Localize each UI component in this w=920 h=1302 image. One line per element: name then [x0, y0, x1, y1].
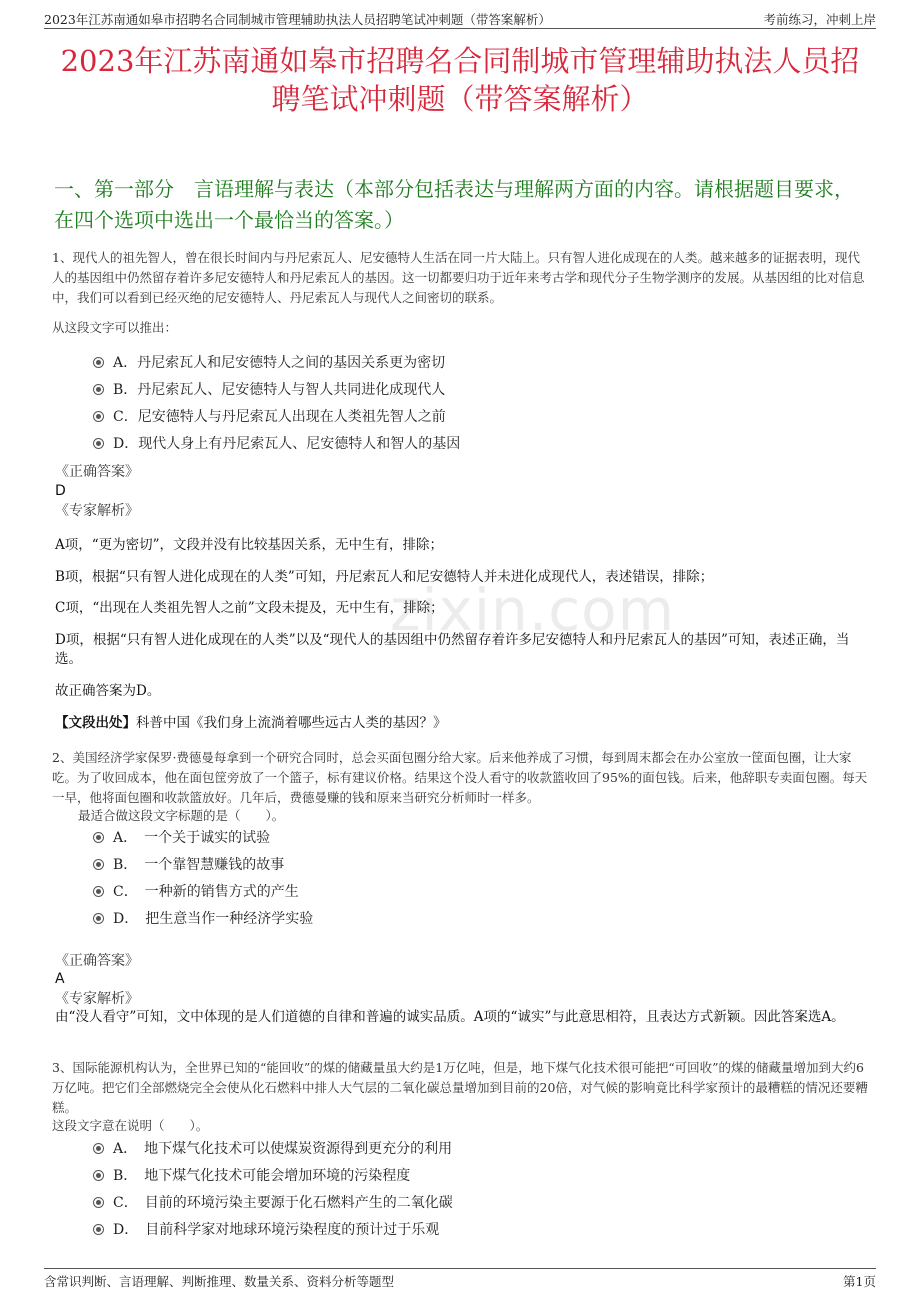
- q1-analysis-d: D项，根据“只有智人进化成现在的人类”以及“现代人的基因组中仍然留存着许多尼安德特人和丹尼索瓦人的基因”可知，表述正确，当选。: [55, 632, 850, 667]
- radio-icon[interactable]: [93, 1197, 104, 1208]
- option-label: A． 一个关于诚实的试验: [113, 830, 271, 846]
- q1-option-d[interactable]: [93, 434, 460, 454]
- q3-option-d[interactable]: [93, 1220, 439, 1240]
- option-label: B． 地下煤气化技术可能会增加环境的污染程度: [113, 1168, 411, 1184]
- q1-analysis-label: 《专家解析》: [55, 503, 139, 519]
- radio-icon[interactable]: [93, 859, 104, 870]
- option-label: D． 目前科学家对地球环境污染程度的预计过于乐观: [113, 1222, 440, 1238]
- radio-icon[interactable]: [93, 357, 104, 368]
- question-3-stem: 这段文字意在说明（ ）。: [52, 1118, 209, 1133]
- option-label: C． 一种新的销售方式的产生: [113, 884, 299, 900]
- question-1-stem: 从这段文字可以推出：: [52, 320, 178, 335]
- option-label: B．丹尼索瓦人、尼安德特人与智人共同进化成现代人: [113, 382, 446, 398]
- page-footer: [44, 1268, 876, 1289]
- source-label: 【文段出处】: [55, 715, 136, 731]
- q1-option-a[interactable]: [93, 353, 445, 373]
- option-label: C． 目前的环境污染主要源于化石燃料产生的二氧化碳: [113, 1195, 453, 1211]
- q1-option-c[interactable]: [93, 407, 446, 427]
- footer-topics: 含常识判断、言语理解、判断推理、数量关系、资料分析等题型: [44, 1274, 395, 1289]
- q2-option-a[interactable]: [93, 828, 270, 848]
- source-text: 科普中国《我们身上流淌着哪些远古人类的基因？》: [136, 715, 447, 731]
- question-1-text: 1、现代人的祖先智人，曾在很长时间内与丹尼索瓦人、尼安德特人生活在同一片大陆上。只有智人进化成现在的人类。越来越多的证据表明，现代人的基因组中仍然留存着许多尼安德特人和丹尼索瓦人的基因。这一切都要归功于近年来考古学和现代分子生物学测序的发展。从基因组的比对信息中，我们可以看到已经灭绝的尼安德特人、丹尼索瓦人与现代人之间密切的联系。: [52, 250, 865, 305]
- option-label: A． 地下煤气化技术可以使煤炭资源得到更充分的利用: [113, 1141, 453, 1157]
- option-label: B． 一个靠智慧赚钱的故事: [113, 857, 285, 873]
- q1-conclusion: 故正确答案为D。: [55, 683, 161, 699]
- q2-answer: A: [55, 971, 65, 987]
- q1-analysis-c: C项，“出现在人类祖先智人之前”文段未提及，无中生有，排除；: [55, 600, 444, 616]
- radio-icon[interactable]: [93, 411, 104, 422]
- radio-icon[interactable]: [93, 438, 104, 449]
- watermark: zixin.com: [390, 576, 676, 644]
- q1-answer-label: 《正确答案》: [55, 464, 139, 480]
- q1-analysis-b: B项，根据“只有智人进化成现在的人类”可知，丹尼索瓦人和尼安德特人并未进化成现代人，表述错误，排除；: [55, 569, 714, 585]
- radio-icon[interactable]: [93, 913, 104, 924]
- radio-icon[interactable]: [93, 832, 104, 843]
- q2-option-d[interactable]: [93, 909, 313, 929]
- option-label: D．现代人身上有丹尼索瓦人、尼安德特人和智人的基因: [113, 436, 461, 452]
- q3-option-a[interactable]: [93, 1139, 452, 1159]
- option-label: A．丹尼索瓦人和尼安德特人之间的基因关系更为密切: [113, 355, 446, 371]
- q2-option-b[interactable]: [93, 855, 284, 875]
- question-3-text: 3、国际能源机构认为，全世界已知的“能回收”的煤的储藏量虽大约是1万亿吨，但是，地下煤气化技术很可能把“可回收”的煤的储藏量增加到大约6万亿吨。把它们全部燃烧完全会使从化石燃料中排人大气层的二氧化碳总量增加到目前的20倍，对气候的影响竟比科学家预计的最糟糕的情况还要糟糕。: [52, 1060, 868, 1115]
- option-label: C．尼安德特人与丹尼索瓦人出现在人类祖先智人之前: [113, 409, 446, 425]
- option-label: D． 把生意当作一种经济学实验: [113, 911, 314, 927]
- header-title: 2023年江苏南通如皋市招聘名合同制城市管理辅助执法人员招聘笔试冲刺题（带答案解析）: [44, 12, 551, 27]
- document-title: 2023年江苏南通如皋市招聘名合同制城市管理辅助执法人员招聘笔试冲刺题（带答案解析）: [60, 44, 860, 116]
- q1-source: [55, 714, 447, 733]
- question-2-stem: 最适合做这段文字标题的是（ ）。: [78, 808, 285, 823]
- radio-icon[interactable]: [93, 1143, 104, 1154]
- q1-analysis-a: A项，“更为密切”，文段并没有比较基因关系，无中生有，排除；: [55, 537, 444, 553]
- question-2-text: 2、美国经济学家保罗·费德曼每拿到一个研究合同时，总会买面包圈分给大家。后来他养成了习惯，每到周末都会在办公室放一筐面包圈，让大家吃。为了收回成本，他在面包筐旁放了一个篮子，标有建议价格。结果这个没人看守的收款篮收回了95%的面包钱。后来，他辞职专卖面包圈。每天一早，他将面包圈和收款篮放好。几年后，费德曼赚的钱和原来当研究分析师时一样多。: [52, 750, 868, 805]
- q1-option-b[interactable]: [93, 380, 445, 400]
- section-heading: 一、第一部分 言语理解与表达（本部分包括表达与理解两方面的内容。请根据题目要求，在四个选项中选出一个最恰当的答案。）: [54, 177, 854, 232]
- q2-answer-label: 《正确答案》: [55, 953, 139, 969]
- page-number: 第1页: [843, 1274, 876, 1289]
- q2-option-c[interactable]: [93, 882, 299, 902]
- page-header: [44, 8, 876, 29]
- q2-analysis-label: 《专家解析》: [55, 991, 139, 1007]
- q3-option-c[interactable]: [93, 1193, 453, 1213]
- radio-icon[interactable]: [93, 886, 104, 897]
- q2-analysis: 由“没人看守”可知，文中体现的是人们道德的自律和普遍的诚实品质。A项的“诚实”与此意思相符，且表达方式新颖。因此答案选A。: [55, 1009, 845, 1025]
- radio-icon[interactable]: [93, 1170, 104, 1181]
- q3-option-b[interactable]: [93, 1166, 410, 1186]
- radio-icon[interactable]: [93, 1224, 104, 1235]
- radio-icon[interactable]: [93, 384, 104, 395]
- header-slogan: 考前练习，冲刺上岸: [763, 12, 876, 27]
- q1-answer: D: [55, 483, 66, 499]
